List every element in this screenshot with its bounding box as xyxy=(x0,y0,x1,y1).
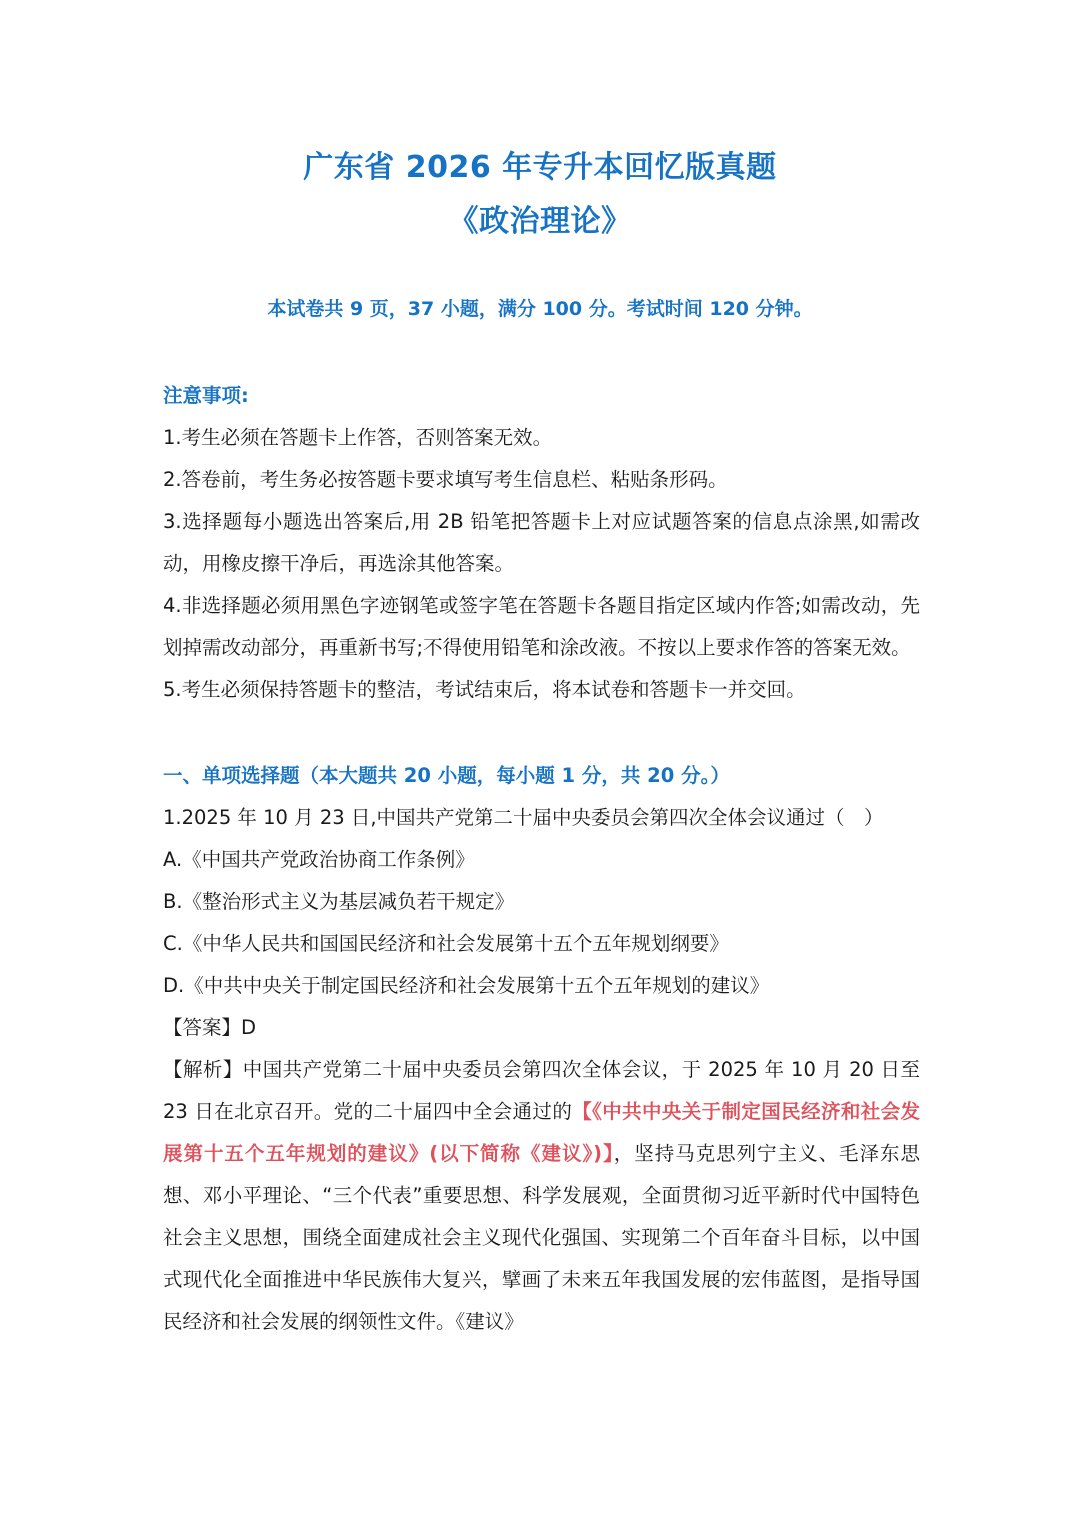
notice-heading: 注意事项: xyxy=(163,384,249,407)
notice-item: 3.选择题每小题选出答案后,用 2B 铅笔把答题卡上对应试题答案的信息点涂黑,如需改动，用橡皮擦干净后，再选涂其他答案。 xyxy=(163,510,920,575)
analysis-text: 【解析】中国共产党第二十届中央委员会第四次全体会议，于 2025 年 10 月 20 日至 23 日在北京召开。党的二十届四中全会通过的 xyxy=(163,1058,920,1123)
notice-item: 1.考生必须在答题卡上作答，否则答案无效。 xyxy=(163,426,553,449)
notice-item: 4.非选择题必须用黑色字迹钢笔或签字笔在答题卡各题目指定区域内作答;如需改动，先划掉需改动部分，再重新书写;不得使用铅笔和涂改液。不按以上要求作答的答案无效。 xyxy=(163,594,920,659)
option-a: A.《中国共产党政治协商工作条例》 xyxy=(163,848,475,871)
notice-item: 2.答卷前，考生务必按答题卡要求填写考生信息栏、粘贴条形码。 xyxy=(163,468,728,491)
document-body xyxy=(163,375,920,1343)
option-d: D.《中共中央关于制定国民经济和社会发展第十五个五年规划的建议》 xyxy=(163,974,770,997)
document-title: 广东省 2026 年专升本回忆版真题 xyxy=(303,150,777,185)
answer-label: 【答案】D xyxy=(163,1016,257,1039)
notice-item: 5.考生必须保持答题卡的整洁，考试结束后，将本试卷和答题卡一并交回。 xyxy=(163,678,806,701)
option-c: C.《中华人民共和国国民经济和社会发展第十五个五年规划纲要》 xyxy=(163,932,729,955)
analysis-text: ，坚持马克思列宁主义、毛泽东思想、邓小平理论、“三个代表”重要思想、科学发展观，全面贯彻习近平新时代中国特色社会主义思想，围绕全面建成社会主义现代化强国、实现第二个百年奋斗目标，以中国式现代化全面推进中华民族伟大复兴，擘画了未来五年我国发展的宏伟蓝图，是指导国民经济和社会发展的纲领性文件。《建议》 xyxy=(163,1142,920,1333)
document-subtitle: 《政治理论》 xyxy=(448,204,632,239)
question-stem: 1.2025 年 10 月 23 日,中国共产党第二十届中央委员会第四次全体会议通过（ ） xyxy=(163,806,884,829)
analysis-paragraph xyxy=(163,1049,920,1343)
exam-info: 本试卷共 9 页，37 小题，满分 100 分。考试时间 120 分钟。 xyxy=(267,298,813,320)
section-heading: 一、单项选择题（本大题共 20 小题，每小题 1 分，共 20 分。） xyxy=(163,764,730,787)
analysis-highlight: 【《中共中央关于制定国民经济和社会发展第十五个五年规划的建议》(以下简称《建议》)】 xyxy=(163,1100,920,1165)
section-spacer xyxy=(163,711,920,755)
option-b: B.《整治形式主义为基层减负若干规定》 xyxy=(163,890,515,913)
